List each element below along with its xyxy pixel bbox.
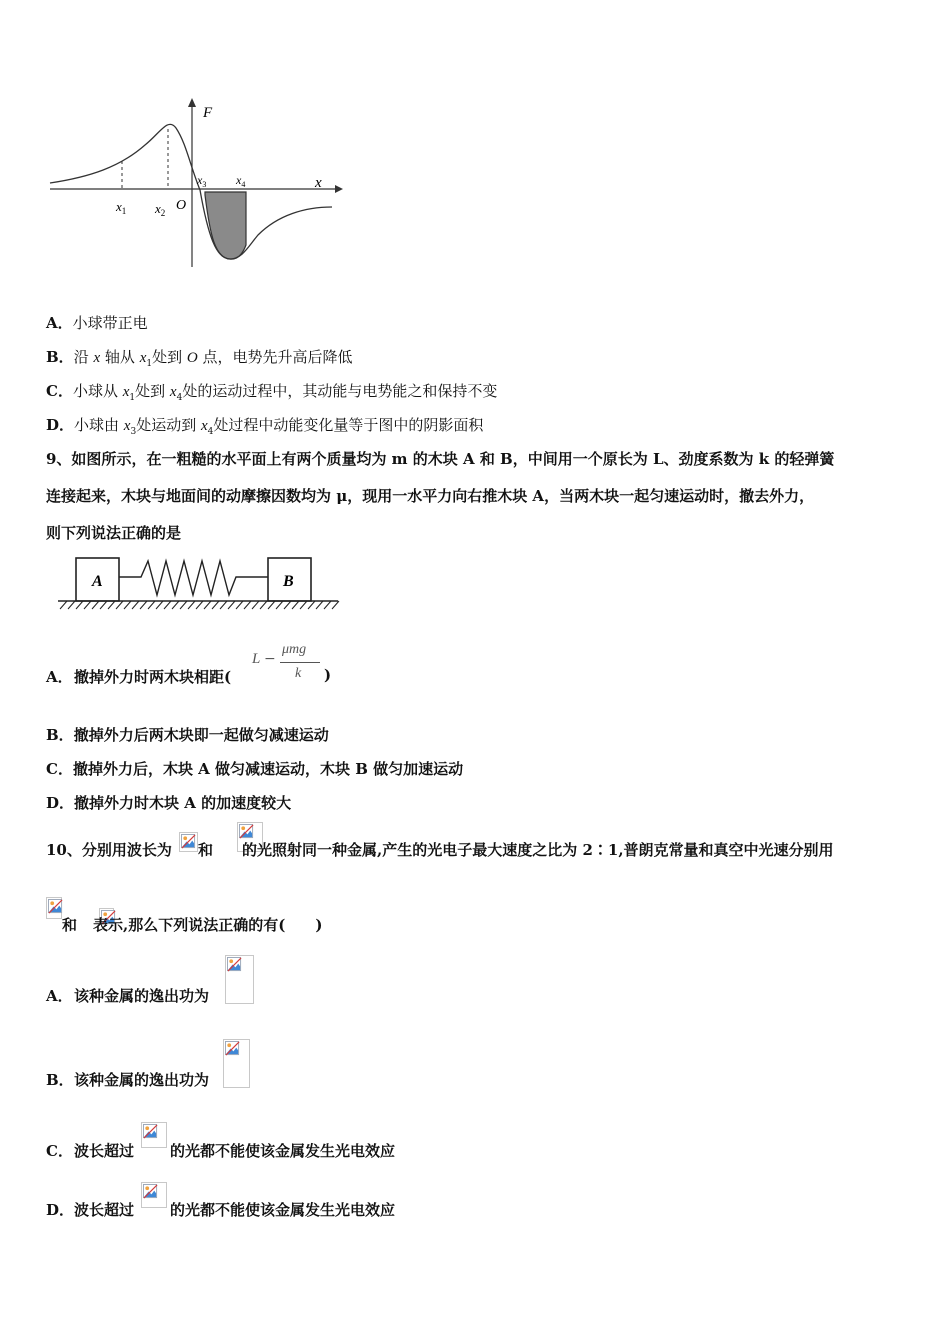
broken-image-icon: [46, 897, 62, 919]
shaded-area: [205, 192, 246, 259]
stem-text: 10、分别用波长为: [46, 841, 172, 859]
option-text: 该种金属的逸出功为: [74, 987, 210, 1005]
hatch-mark: [156, 601, 163, 609]
broken-image-icon: [141, 1182, 167, 1208]
hatch-mark: [324, 601, 331, 609]
x3-label: $x_3$: [197, 173, 207, 189]
hatch-mark: [228, 601, 235, 609]
option-label: A．: [46, 987, 73, 1005]
hatch-mark: [164, 601, 171, 609]
option-label: B．: [46, 1071, 74, 1089]
math-sub: 4: [207, 427, 214, 437]
option-text: 撤掉外力后，木块 A 做匀减速运动，木块 B 做匀加速运动: [72, 760, 464, 778]
ground-hatch: [60, 601, 339, 609]
option-text: 小球从: [72, 382, 123, 400]
option-label: C．: [46, 1142, 73, 1160]
option-label: D．: [46, 1201, 75, 1219]
option-label: A．: [46, 314, 73, 332]
option-text: 的光都不能使该金属发生光电效应: [170, 1142, 396, 1160]
stem-text: 表示,那么下列说法正确的有( ): [93, 916, 323, 934]
option-text: 撤掉外力时木块 A 的加速度较大: [74, 794, 292, 812]
q10-stem-line1: [46, 822, 834, 859]
q8-option-b: [46, 346, 353, 369]
block-b-label: B: [283, 573, 294, 590]
broken-image-icon: [179, 832, 198, 852]
math-var: x: [93, 350, 101, 366]
broken-image-icon: [225, 955, 254, 1004]
hatch-mark: [204, 601, 211, 609]
q9-option-c: [46, 758, 463, 779]
hatch-mark: [76, 601, 83, 609]
option-label: A．: [46, 668, 73, 686]
q9-stem-line3: 则下列说法正确的是: [46, 524, 182, 542]
formula-l-minus-mumg-over-k: [252, 642, 326, 688]
option-text: 的光都不能使该金属发生光电效应: [170, 1201, 396, 1219]
formula-denominator: k: [295, 666, 302, 681]
option-text: 小球由: [74, 416, 124, 434]
q10-option-c: [46, 1122, 396, 1162]
stem-text: 的光照射同一种金属,产生的光电子最大速度之比为 2∶1,普朗克常量和真空中光速分别用: [242, 841, 834, 859]
option-label: C．: [46, 760, 73, 778]
fraction-bar: [280, 662, 320, 663]
option-text: 波长超过: [74, 1201, 135, 1219]
option-text: 波长超过: [74, 1142, 135, 1160]
hatch-mark: [252, 601, 259, 609]
hatch-mark: [148, 601, 155, 609]
option-label: D．: [46, 416, 75, 434]
hatch-mark: [276, 601, 283, 609]
option-text: 处到: [152, 348, 187, 366]
math-var: x: [123, 418, 131, 434]
hatch-mark: [244, 601, 251, 609]
x4-label: $x_4$: [236, 173, 246, 189]
hatch-mark: [196, 601, 203, 609]
option-text: 该种金属的逸出功为: [74, 1071, 210, 1089]
option-text: ): [324, 666, 332, 684]
math-var: x: [139, 350, 147, 366]
hatch-mark: [292, 601, 299, 609]
origin-label: O: [176, 198, 187, 213]
formula-l: L: [252, 651, 261, 667]
broken-image-icon: [141, 1122, 167, 1148]
option-label: B．: [46, 726, 74, 744]
q8-option-c: [46, 380, 497, 403]
hatch-mark: [132, 601, 139, 609]
option-text: 处运动到: [136, 416, 201, 434]
q10-option-b: [46, 1039, 210, 1089]
x-label: x: [315, 175, 322, 191]
force-position-graph: [40, 95, 350, 275]
hatch-mark: [332, 601, 339, 609]
q9-stem-line2: 连接起来，木块与地面间的动摩擦因数均为 μ，现用一水平力向右推木块 A，当两木块一起匀速运动时，撤去外力，: [46, 487, 815, 505]
q9-option-b: [46, 724, 329, 745]
option-label: D．: [46, 794, 75, 812]
math-var: x: [200, 418, 208, 434]
option-text: 撤掉外力后两木块即一起做匀减速运动: [73, 726, 329, 744]
hatch-mark: [212, 601, 219, 609]
hatch-mark: [124, 601, 131, 609]
hatch-mark: [100, 601, 107, 609]
option-text: 点，电势先升高后降低: [197, 348, 353, 366]
hatch-mark: [268, 601, 275, 609]
broken-image-icon: [223, 1039, 250, 1088]
f-axis-arrow: [188, 98, 196, 107]
hatch-mark: [60, 601, 67, 609]
stem-text: 和: [62, 916, 78, 934]
hatch-mark: [300, 601, 307, 609]
q10-option-a: [46, 955, 210, 1005]
option-text: 沿: [73, 348, 94, 366]
q9-option-d: [46, 792, 291, 813]
option-text: 轴从: [100, 348, 140, 366]
math-sub: 1: [146, 359, 153, 369]
block-a-label: A: [92, 573, 103, 590]
formula-numerator: μmg: [282, 642, 307, 657]
option-text: 处的运动过程中，其动能与电势能之和保持不变: [182, 382, 498, 400]
hatch-mark: [116, 601, 123, 609]
option-text: 小球带正电: [72, 314, 148, 332]
math-var: x: [122, 384, 130, 400]
q8-option-a: [46, 312, 148, 333]
hatch-mark: [140, 601, 147, 609]
hatch-mark: [316, 601, 323, 609]
x1-label: $x_1$: [116, 199, 127, 216]
hatch-mark: [68, 601, 75, 609]
hatch-mark: [236, 601, 243, 609]
q9-stem-line1: 9、如图所示，在一粗糙的水平面上有两个质量均为 m 的木块 A 和 B，中间用一个原长为 L、劲度系数为 k 的轻弹簧: [46, 450, 835, 468]
x2-label: $x_2$: [155, 201, 166, 218]
math-var: x: [169, 384, 177, 400]
hatch-mark: [188, 601, 195, 609]
hatch-mark: [284, 601, 291, 609]
q10-stem-line2: [46, 897, 323, 934]
hatch-mark: [108, 601, 115, 609]
hatch-mark: [260, 601, 267, 609]
option-label: B．: [46, 348, 74, 366]
option-text: 处到: [135, 382, 170, 400]
spring-blocks-figure: [56, 555, 346, 615]
q10-option-d: [46, 1182, 396, 1222]
hatch-mark: [84, 601, 91, 609]
hatch-mark: [92, 601, 99, 609]
f-label: F: [203, 105, 213, 121]
option-text: 处过程中动能变化量等于图中的阴影面积: [213, 416, 484, 434]
spring: [119, 561, 268, 595]
hatch-mark: [308, 601, 315, 609]
x-axis-arrow: [335, 185, 343, 193]
hatch-mark: [180, 601, 187, 609]
stem-text: 和: [198, 841, 214, 859]
hatch-mark: [220, 601, 227, 609]
math-sub: 4: [176, 393, 183, 403]
math-var: O: [186, 350, 198, 366]
force-curve: [50, 124, 332, 259]
hatch-mark: [172, 601, 179, 609]
math-sub: 1: [129, 393, 136, 403]
option-label: C．: [46, 382, 73, 400]
q8-option-d: [46, 414, 483, 437]
formula-minus: −: [264, 651, 276, 667]
option-text: 撤掉外力时两木块相距(: [74, 668, 232, 686]
math-sub: 3: [130, 427, 137, 437]
